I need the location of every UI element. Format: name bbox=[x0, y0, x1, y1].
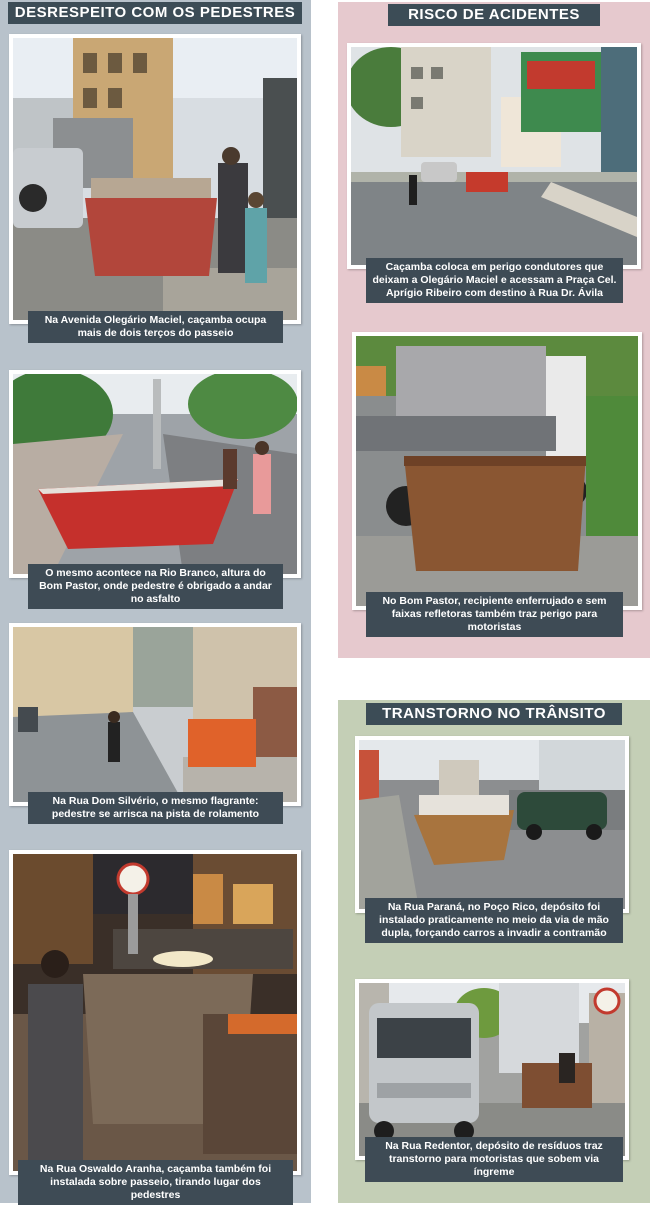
accidents-panel bbox=[338, 2, 650, 658]
caption-sidewalk-dumpster: Na Avenida Olegário Maciel, caçamba ocupa mais de dois terços do passeio bbox=[28, 311, 283, 343]
photo-rusty-dumpster-truck bbox=[352, 332, 642, 610]
photo-intersection-dumpster bbox=[347, 43, 641, 269]
photo-van-dumpster-hill bbox=[355, 979, 629, 1160]
caption-van-dumpster-hill: Na Rua Redentor, depósito de resíduos traz transtorno para motoristas que sobem via íngreme bbox=[365, 1137, 623, 1182]
caption-intersection-dumpster: Caçamba coloca em perigo condutores que deixam a Olegário Maciel e acessam a Praça Cel. Aprígio Ribeiro com destino à Rua Dr. Ávila bbox=[366, 258, 623, 303]
night-dumpster-sidewalk-image bbox=[13, 854, 297, 1171]
pedestrians-panel bbox=[0, 0, 311, 1203]
caption-dumpster-middle-road: Na Rua Paraná, no Poço Rico, depósito foi instalado praticamente no meio da via de mão dupla, forçando carros a invadir a contramão bbox=[365, 898, 623, 943]
caption-red-dumpster-street: O mesmo acontece na Rio Branco, altura do Bom Pastor, onde pedestre é obrigado a andar no asfalto bbox=[28, 564, 283, 609]
photo-sidewalk-dumpster bbox=[9, 34, 301, 324]
caption-night-dumpster-sidewalk: Na Rua Oswaldo Aranha, caçamba também foi instalada sobre passeio, tirando lugar dos pedestres bbox=[18, 1160, 293, 1205]
photo-orange-dumpster-street bbox=[9, 623, 301, 806]
dumpster-middle-road-image bbox=[359, 740, 625, 909]
photo-dumpster-middle-road bbox=[355, 736, 629, 913]
rusty-dumpster-truck-image bbox=[356, 336, 638, 606]
caption-orange-dumpster-street: Na Rua Dom Silvério, o mesmo flagrante: pedestre se arrisca na pista de rolamento bbox=[28, 792, 283, 824]
section-title-traffic: TRANSTORNO NO TRÂNSITO bbox=[366, 703, 622, 725]
traffic-panel bbox=[338, 700, 650, 1203]
orange-dumpster-street-image bbox=[13, 627, 297, 802]
photo-red-dumpster-street bbox=[9, 370, 301, 578]
section-title-accidents: RISCO DE ACIDENTES bbox=[388, 4, 600, 26]
sidewalk-dumpster-image bbox=[13, 38, 297, 320]
section-title-pedestrians: DESRESPEITO COM OS PEDESTRES bbox=[8, 2, 302, 24]
caption-rusty-dumpster-truck: No Bom Pastor, recipiente enferrujado e sem faixas refletoras também traz perigo para motoristas bbox=[366, 592, 623, 637]
van-dumpster-hill-image bbox=[359, 983, 625, 1156]
photo-night-dumpster-sidewalk bbox=[9, 850, 301, 1175]
intersection-dumpster-image bbox=[351, 47, 637, 265]
red-dumpster-street-image bbox=[13, 374, 297, 574]
